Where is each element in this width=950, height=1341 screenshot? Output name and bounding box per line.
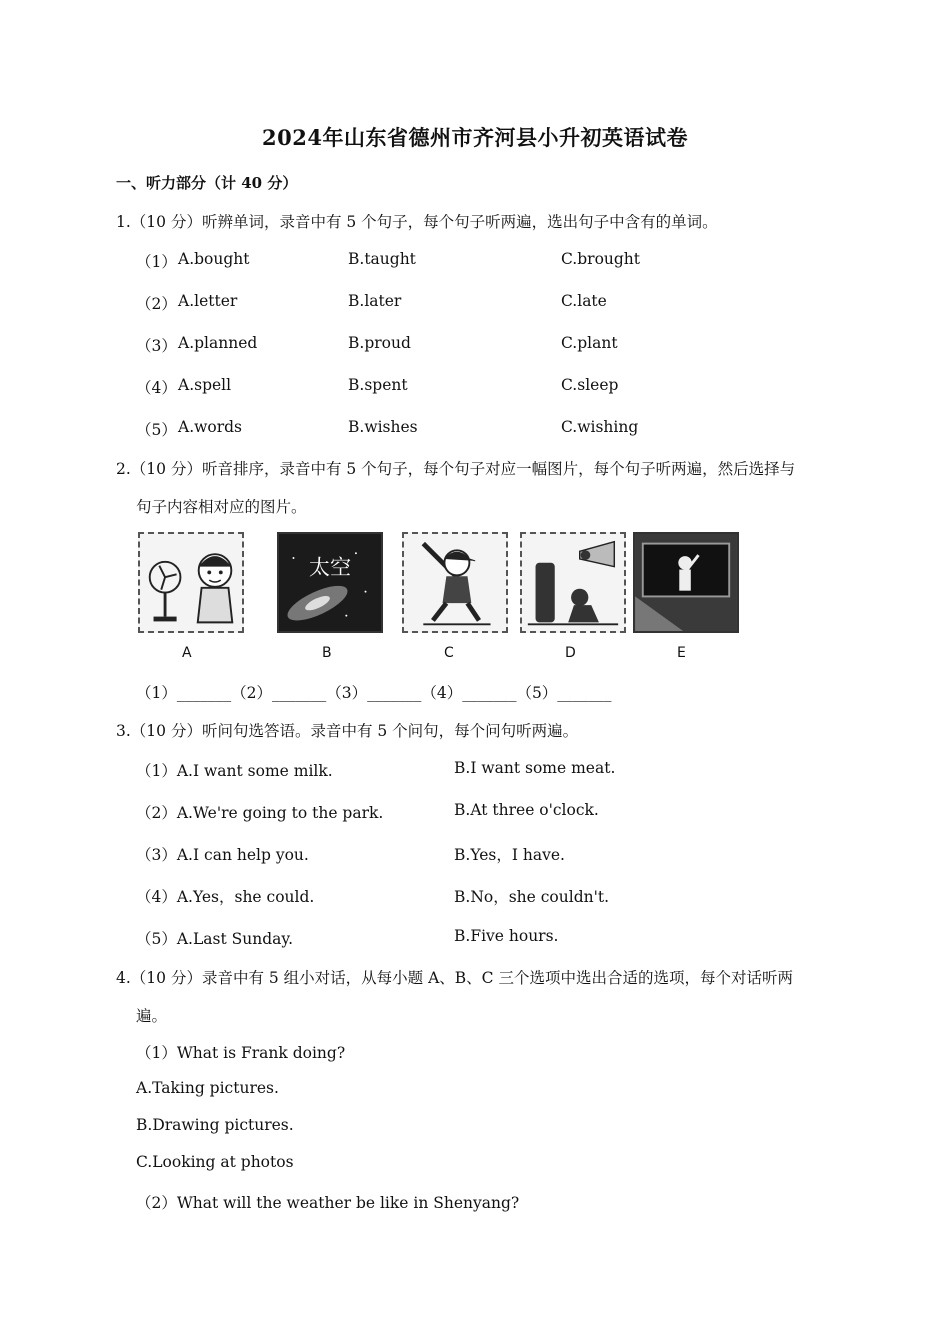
q1-row-3-b: B.proud [348, 334, 411, 352]
child-at-window-icon [633, 532, 739, 633]
picture-label-a: A [182, 645, 192, 661]
question-2-answer-blanks: （1）_______（2）_______（3）_______（4）_______（5）_______ [136, 684, 612, 702]
q1-row-3-num: （3） [136, 337, 177, 355]
boy-watching-tv-icon [520, 532, 626, 633]
q3-row-5-a: （5）A.Last Sunday. [136, 930, 293, 948]
q1-row-3-c: C.plant [561, 334, 618, 352]
section-heading-listening: 一、听力部分（计 40 分） [116, 174, 298, 192]
q1-row-5-num: （5） [136, 421, 177, 439]
q1-row-2-c: C.late [561, 292, 607, 310]
q4-sub-question-1: （1）What is Frank doing? [136, 1044, 346, 1062]
q1-row-4-num: （4） [136, 379, 177, 397]
q4-sub-1-option-a: A.Taking pictures. [136, 1079, 279, 1097]
q1-row-2-a: A.letter [178, 292, 238, 310]
q3-row-1-b: B.I want some meat. [454, 759, 616, 777]
question-4-stem-line-1: 4.（10 分）录音中有 5 组小对话，从每小题 A、B、C 三个选项中选出合适的选项，每个对话听两 [116, 969, 793, 987]
q1-row-4-b: B.spent [348, 376, 408, 394]
q1-row-1-num: （1） [136, 253, 177, 271]
space-book-title: 太空 [308, 554, 352, 580]
page-title: 2024年山东省德州市齐河县小升初英语试卷 [262, 125, 688, 150]
q3-row-2-b: B.At three o'clock. [454, 801, 599, 819]
q4-sub-1-option-b: B.Drawing pictures. [136, 1116, 294, 1134]
q4-sub-question-2: （2）What will the weather be like in Shenyang? [136, 1194, 520, 1212]
q1-row-3-a: A.planned [178, 334, 258, 352]
q1-row-5-c: C.wishing [561, 418, 639, 436]
q1-row-5-b: B.wishes [348, 418, 418, 436]
picture-label-b: B [322, 645, 332, 661]
space-book-icon [277, 532, 383, 633]
girl-with-fan-icon [138, 532, 244, 633]
q1-row-2-num: （2） [136, 295, 177, 313]
question-3-stem: 3.（10 分）听问句选答语。录音中有 5 个问句，每个问句听两遍。 [116, 722, 579, 740]
q1-row-4-c: C.sleep [561, 376, 619, 394]
q3-row-4-a: （4）A.Yes，she could. [136, 888, 315, 906]
q3-row-4-b: B.No，she couldn't. [454, 888, 610, 906]
picture-label-d: D [565, 645, 576, 661]
q3-row-1-a: （1）A.I want some milk. [136, 762, 333, 780]
question-2-stem-line-1: 2.（10 分）听音排序，录音中有 5 个句子，每个句子对应一幅图片，每个句子听两遍，然后选择与 [116, 460, 796, 478]
question-2-stem-line-2: 句子内容相对应的图片。 [136, 498, 307, 516]
q4-sub-1-option-c: C.Looking at photos [136, 1153, 294, 1171]
picture-label-e: E [677, 645, 686, 661]
q1-row-4-a: A.spell [178, 376, 232, 394]
picture-strip [136, 530, 732, 662]
q1-row-2-b: B.later [348, 292, 402, 310]
q1-row-1-a: A.bought [178, 250, 250, 268]
picture-label-c: C [444, 645, 454, 661]
q3-row-3-a: （3）A.I can help you. [136, 846, 309, 864]
q1-row-5-a: A.words [178, 418, 243, 436]
q1-row-1-c: C.brought [561, 250, 641, 268]
q1-row-1-b: B.taught [348, 250, 416, 268]
question-1-stem: 1.（10 分）听辨单词，录音中有 5 个句子，每个句子听两遍，选出句子中含有的单词。 [116, 213, 718, 231]
question-4-stem-line-2: 遍。 [136, 1007, 168, 1025]
baseball-player-icon [402, 532, 508, 633]
q3-row-3-b: B.Yes，I have. [454, 846, 565, 864]
q3-row-2-a: （2）A.We're going to the park. [136, 804, 384, 822]
q3-row-5-b: B.Five hours. [454, 927, 559, 945]
